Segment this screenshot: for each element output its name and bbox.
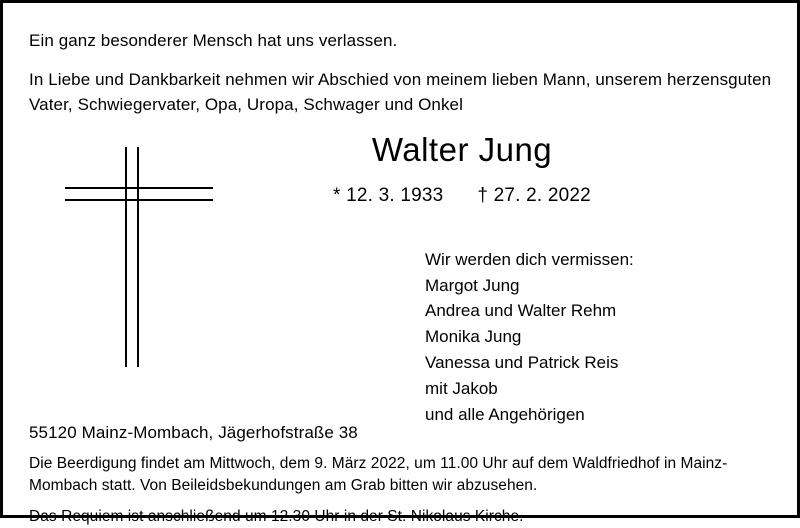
- cross-horizontal-line-1: [65, 187, 213, 189]
- list-item: Andrea und Walter Rehm: [425, 301, 617, 321]
- cross-vertical-line-1: [125, 147, 127, 367]
- requiem-text: Das Requiem ist anschließend um 12.30 Uhr in der St. Nikolaus Kirche.: [29, 507, 524, 525]
- main-block: [29, 123, 773, 423]
- funeral-details: [29, 453, 773, 528]
- death-date: † 27. 2. 2022: [477, 184, 591, 206]
- list-item: Margot Jung: [425, 275, 520, 295]
- mourners-list: [425, 247, 773, 428]
- cross-vertical-line-2: [137, 147, 139, 367]
- list-item: mit Jakob: [425, 378, 498, 398]
- mourners-heading: Wir werden dich vermissen:: [425, 249, 634, 269]
- list-item: Vanessa und Patrick Reis: [425, 353, 619, 373]
- address-line: 55120 Mainz-Mombach, Jägerhofstraße 38: [29, 422, 358, 442]
- intro-line: Ein ganz besonderer Mensch hat uns verlassen.: [29, 31, 398, 50]
- cross-horizontal-line-2: [65, 199, 213, 201]
- cross-icon: [65, 147, 225, 377]
- intro-paragraph: In Liebe und Dankbarkeit nehmen wir Abschied von meinem lieben Mann, unserem herzensguten Vater, Schwiegervater, Opa, Uropa, Schwager und Onkel: [29, 70, 772, 114]
- birth-date: * 12. 3. 1933: [333, 184, 444, 206]
- deceased-name: Walter Jung: [371, 130, 553, 168]
- list-item: und alle Angehörigen: [425, 404, 585, 424]
- deceased-details: [247, 123, 773, 428]
- list-item: Monika Jung: [425, 327, 522, 347]
- life-dates: [247, 185, 773, 207]
- funeral-text: Die Beerdigung findet am Mittwoch, dem 9. März 2022, um 11.00 Uhr auf dem Waldfriedhof in Mainz-Mombach statt. Von Beileidsbekundungen am Grab bitten wir abzusehen.: [29, 454, 728, 495]
